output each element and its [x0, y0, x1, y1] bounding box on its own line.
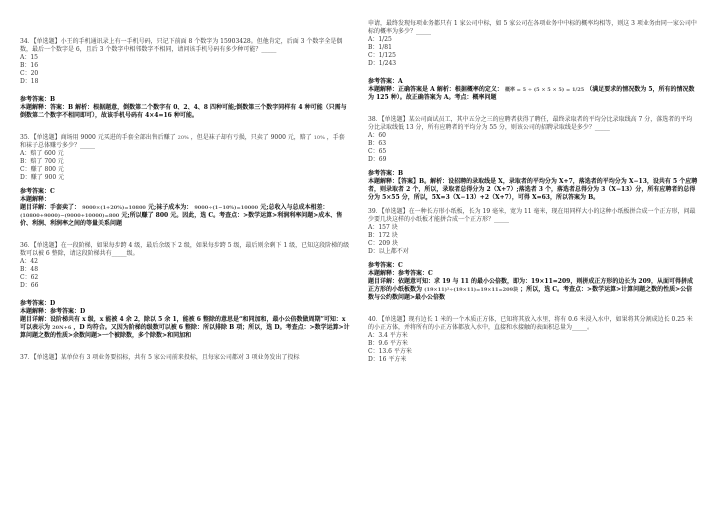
- q36-option-c: C：62: [20, 274, 39, 281]
- q37-explain-part1: 本题解释：正确答案是 A 解析：根据概率的定义：: [368, 86, 503, 93]
- q34-answer: 参考答案：B: [20, 96, 56, 103]
- q35-percent-formula-2: 10%: [313, 135, 325, 141]
- q35-explain-part2: 元;袜子成本为：: [148, 204, 193, 211]
- q35-answer: 参考答案：C: [20, 188, 55, 195]
- q35-formula-3: (10800+9000)−(9000+10000)=800: [20, 213, 120, 219]
- right-column: [368, 0, 698, 364]
- q36-formula: 20N+6: [52, 325, 72, 331]
- left-column: [20, 0, 350, 362]
- q37-explanation: [368, 86, 698, 102]
- q36-answer: 参考答案：D: [20, 300, 56, 307]
- q34-explanation: 本题解释：答案：B 解析：根据题意，倒数第二个数字有 0、2、4、8 四种可能;倒数第三个数字同样有 4 种可能（只需与倒数第二个数字不相同即可），故该手机号码有 4×4=16 种可能。: [20, 104, 347, 119]
- q35-percent-formula: 20%: [177, 135, 189, 141]
- question-39-stem: 39．【单选题】在一种长方形小纸板，长为 19 毫米，宽为 11 毫米，现在用同样大小的这种小纸板拼合成一个正方形，问最少要几块这样的小纸板才能拼合成一个正方形？_____: [368, 208, 696, 223]
- q36-option-d: D：66: [20, 282, 39, 289]
- q35-option-b: B：赔了 700 元: [20, 158, 64, 165]
- q39-answer: 参考答案：C: [368, 262, 403, 269]
- q35-stem-part1: 35．【单选题】商场用 9000 元买进的手套全部出售后赚了: [20, 134, 176, 141]
- q38-option-a: A：60: [368, 132, 386, 139]
- question-37-stem: 37．【单选题】某单位有 3 项业务要招标，共有 5 家公司前来投标，且每家公司都对 3 项业务发出了投标: [20, 354, 300, 361]
- q34-option-c: C：20: [20, 70, 39, 77]
- q35-explain-part3: 元;总收入与总成本相差：: [260, 204, 329, 211]
- q40-option-c: C：13.6 平方米: [368, 348, 412, 355]
- q39-explanation: [368, 278, 698, 302]
- q37-option-d: D：1/243: [368, 60, 397, 67]
- q39-formula: (19×11)²÷(19×11)=19×11=209块: [424, 287, 519, 293]
- q35-formula-2: 9000÷(1−10%)=10000: [194, 205, 259, 211]
- q37-formula: 概率 = 5 ÷ (5 × 5 × 5) = 1/25: [504, 87, 585, 93]
- q39-option-a: A：157 块: [368, 224, 398, 231]
- q37-explain-part2: （满足要求的情况数为 5，所有的情况数为 125 种）。故正确答案为 A。考点：概率问题: [368, 86, 695, 101]
- q39-explain-title: 本题解释：参考答案：C: [368, 270, 433, 277]
- q36-option-a: A：42: [20, 258, 38, 265]
- q40-option-d: D：16 平方米: [368, 356, 407, 363]
- q34-option-a: A：15: [20, 54, 38, 61]
- q35-option-d: D：赚了 900 元: [20, 174, 65, 181]
- q36-explain-title: 本题解释：参考答案：D: [20, 308, 86, 315]
- q38-explanation: 本题解释：【答案】B。解析：设招聘的录取线是 X，录取者的平均分为 X+7，落选者的平均分为 X−13，设共有 5 个应聘者，则录取者 2 个，所以，录取者总得分为 2（X+7）;落选者 3 个，落选者总得分为 3（X−13）分，所有应聘者的总得分为 5×55 分，所以，5X=3（X−13）+2（X+7），可得 X=63，所以答案为 B。: [368, 178, 698, 201]
- q37-option-a: A：1/25: [368, 36, 392, 43]
- q35-option-a: A：赔了 600 元: [20, 150, 64, 157]
- q37-option-b: B：1/81: [368, 44, 392, 51]
- q39-option-c: C：209 块: [368, 240, 398, 247]
- q35-explain-part4: 元;所以赚了 800 元。因此，选 C。考查点：>数学运算>利润利率问题>成本、售价、利润、利润率之间的等量关系问题: [20, 212, 343, 227]
- q35-stem-part3: ，手套和袜子总体赚亏多少？_____: [20, 134, 345, 149]
- q39-explain-part2: ；所以，选 C。考查点：>数学运算>计算问题之数的性质>公倍数与公约数问题>最小公倍数: [368, 286, 693, 301]
- q36-explain-part2: ，D 均符合。又因为阶梯的级数可以被 6 整除：所以排除 B 项；所以，选 D。考查点：>数学运算>计算问题之数的性质>余数问题>一个被除数，多个除数>和同加和: [20, 324, 350, 339]
- question-35-stem: [20, 134, 350, 150]
- question-37-continued: 申请，最终发现每项业务都只有 1 家公司中标，如 5 家公司在各项业务中中标的概率均相等，则这 3 项业务由同一家公司中标的概率为多少？_____: [368, 20, 697, 35]
- q36-option-b: B：48: [20, 266, 39, 273]
- q38-option-d: D：69: [368, 156, 387, 163]
- q35-explain-part1: 题目详解：手套卖了：: [20, 204, 81, 211]
- q35-explanation: [20, 204, 350, 228]
- question-34-stem: 34．【单选题】小王的手机通讯录上有一手机号码，只记下前面 8 个数字为 15903428。但他肯定，后面 3 个数字全是偶数，最后一个数字是 6，且后 3 个数字中相邻数字不相同，请问该手机号码有多少种可能？_____: [20, 38, 343, 53]
- q38-option-c: C：65: [368, 148, 387, 155]
- q37-answer: 参考答案：A: [368, 78, 403, 85]
- q39-explain-part1: 题目详解：依题意可知：求 19 与 11 的最小公倍数，即为：19×11=209，则拼成正方形的边长为 209，从面可得拼成正方形的小纸板数为: [368, 278, 693, 293]
- question-38-stem: 38．【单选题】某公司面试员工，其中五分之三的应聘者获得了聘任，最终录取者的平均分比录取线高 7 分，落选者的平均分比录取线低 13 分，所有应聘者的平均分为 55 分，则该公司的招聘录取线是多少？_____: [368, 116, 693, 131]
- q35-option-c: C：赚了 800 元: [20, 166, 64, 173]
- q35-formula-1: 9000×(1+20%)=10800: [82, 205, 146, 211]
- q34-option-b: B：16: [20, 62, 39, 69]
- q35-stem-part2: ，但是袜子却有亏损，只卖了 9000 元，赔了: [190, 134, 312, 141]
- q38-option-b: B：63: [368, 140, 387, 147]
- q37-option-c: C：1/125: [368, 52, 396, 59]
- q38-answer: 参考答案：B: [368, 170, 404, 177]
- q35-explain-title: 本题解释：: [20, 196, 51, 203]
- q40-option-b: B：9.6 平方米: [368, 340, 408, 347]
- q34-option-d: D：18: [20, 78, 39, 85]
- q39-option-b: B：172 块: [368, 232, 398, 239]
- q36-explain-part1: 题目详解：设阶梯共有 x 级，x 能被 4 余 2，除以 5 余 1，能被 6 整除的意思是“和同加和，最小公倍数做周期”可知：x 可以表示为: [20, 316, 346, 331]
- q36-explanation: [20, 316, 350, 340]
- question-36-stem: 36．【单选题】在一段阶梯，如果每步跨 4 级，最后余级下 2 级，如果每步跨 5 级，最后则余剩下 1 级，已知这段阶梯的级数可以被 6 整除，请这段阶梯共有_____级。: [20, 242, 350, 257]
- question-40-stem: 40．【单选题】现有边长 1 米的一个木质正方体，已知将其放入水里，将有 0.6 米浸入水中，如果将其分割成边长 0.25 米的小正方体，并将所有的小正方体都放入水中，直接和水接触的表面积总量为_____。: [368, 316, 693, 331]
- q40-option-a: A：3.4 平方米: [368, 332, 408, 339]
- q39-option-d: D：以上都不对: [368, 248, 409, 255]
